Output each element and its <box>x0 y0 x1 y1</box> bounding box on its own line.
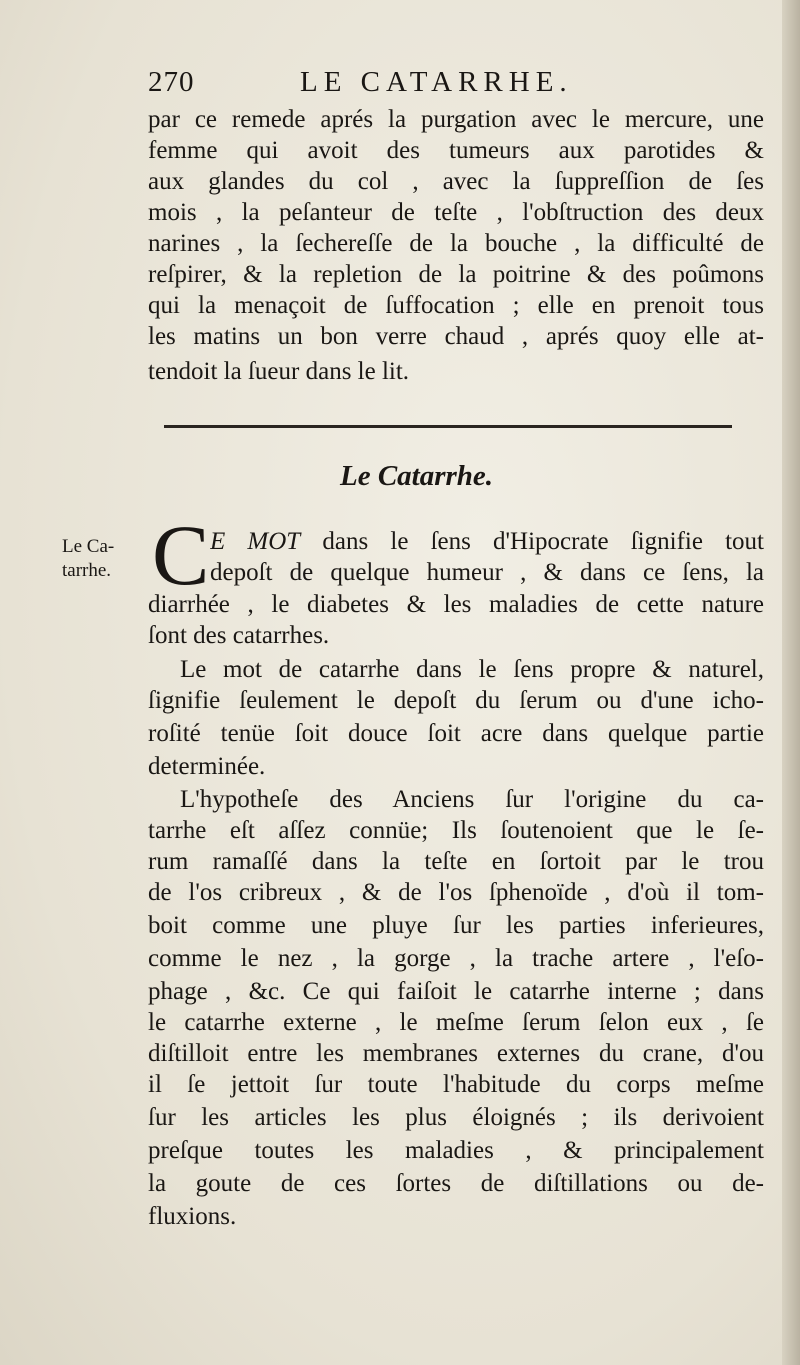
page-header <box>148 62 618 106</box>
text-line: reſpirer, & la repletion de la poitrine & des poûmons <box>148 261 764 288</box>
text-line: determinée. <box>148 753 266 780</box>
text-line: rum ramaſſé dans la teſte en ſortoit par le trou <box>148 848 764 875</box>
margin-note: tarrhe. <box>62 560 112 581</box>
text-line: roſité tenüe ſoit douce ſoit acre dans quelque partie <box>148 720 764 747</box>
text-line: preſque toutes les maladies , & principalement <box>148 1137 764 1164</box>
text-line: par ce remede aprés la purgation avec le mercure, une <box>148 106 764 133</box>
text-line: aux glandes du col , avec la ſuppreſſion de ſes <box>148 168 764 195</box>
text-line: de l'os cribreux , & de l'os ſphenoïde , d'où il tom- <box>148 879 764 906</box>
section-divider <box>164 425 732 428</box>
first-line-rest: dans le ſens d'Hipocrate ſignifie tout <box>322 528 764 555</box>
page-number: 270 <box>148 66 195 98</box>
text-line: la goute de ces ſortes de diſtillations ou de- <box>148 1170 764 1197</box>
running-head: LE CATARRHE. <box>300 66 573 98</box>
text-line-first <box>210 528 764 559</box>
page-edge <box>782 0 800 1365</box>
text-line: diſtilloit entre les membranes externes du crane, d'ou <box>148 1040 764 1067</box>
margin-note: Le Ca- <box>62 536 115 557</box>
text-line: ſignifie ſeulement le depoſt du ſerum ou d'une icho- <box>148 687 764 714</box>
text-line: phage , &c. Ce qui faiſoit le catarrhe interne ; dans <box>148 978 764 1005</box>
text-line: les matins un bon verre chaud , aprés quoy elle at- <box>148 323 764 350</box>
text-line: Le mot de catarrhe dans le ſens propre & naturel, <box>180 656 764 683</box>
text-line: diarrhée , le diabetes & les maladies de cette nature <box>148 591 764 618</box>
text-line: ſur les articles les plus éloignés ; ils derivoient <box>148 1104 764 1131</box>
text-line: boit comme une pluye ſur les parties inferieures, <box>148 912 764 939</box>
text-line: femme qui avoit des tumeurs aux parotides & <box>148 137 764 164</box>
drop-cap: C <box>152 507 210 603</box>
first-words: E MOT <box>210 528 301 555</box>
text-line: le catarrhe externe , le meſme ſerum ſelon eux , ſe <box>148 1009 764 1036</box>
text-line: fluxions. <box>148 1203 237 1230</box>
text-line: tarrhe eſt aſſez connüe; Ils ſoutenoient que le ſe- <box>148 817 764 844</box>
text-line: narines , la ſechereſſe de la bouche , la difficulté de <box>148 230 764 257</box>
section-title: Le Catarrhe. <box>340 460 494 492</box>
text-line: comme le nez , la gorge , la trache artere , l'eſo- <box>148 945 764 972</box>
text-line: il ſe jettoit ſur toute l'habitude du corps meſme <box>148 1071 764 1098</box>
text-line: depoſt de quelque humeur , & dans ce ſens, la <box>210 559 764 586</box>
text-line: mois , la peſanteur de teſte , l'obſtruction des deux <box>148 199 764 226</box>
text-line: L'hypotheſe des Anciens ſur l'origine du ca- <box>180 786 764 813</box>
text-line: qui la menaçoit de ſuffocation ; elle en prenoit tous <box>148 292 764 319</box>
text-line: ſont des catarrhes. <box>148 622 330 649</box>
text-line: tendoit la ſueur dans le lit. <box>148 358 410 385</box>
